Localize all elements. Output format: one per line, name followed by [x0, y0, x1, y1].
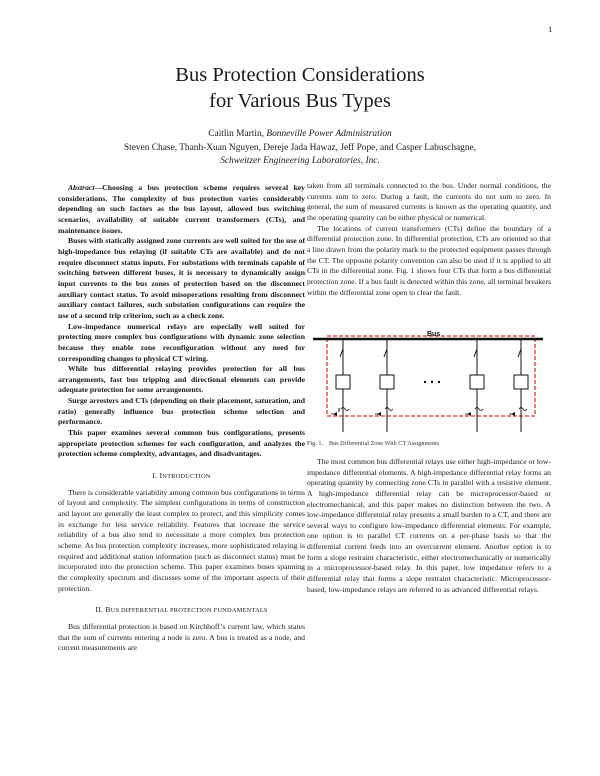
- fundamentals-paragraph-1: Bus differential protection is based on Kirchhoff’s current law, which states that the sum of currents entering a node is zero. A bus is treated as a node, and current measurements are: [58, 621, 305, 653]
- breaker-2: [380, 375, 394, 389]
- author-line-3: [40, 155, 560, 169]
- ct-4: [519, 408, 527, 411]
- author-line-2: Steven Chase, Thanh-Xuan Nguyen, Dereje Jada Hawaz, Jeff Pope, and Casper Labuschagne,: [123, 142, 477, 153]
- section-heading-introduction: [58, 471, 305, 483]
- title-line-1: Bus Protection Considerations: [175, 64, 425, 86]
- bus-label: Bus: [427, 331, 441, 339]
- ellipsis-dot: [431, 381, 433, 383]
- title-line-2: for Various Bus Types: [209, 90, 391, 112]
- right-column: [307, 181, 551, 595]
- feeder-1: [331, 339, 350, 432]
- section-heading-fundamentals: [58, 605, 305, 617]
- right-paragraph-2: The locations of current transformers (CTs) define the boundary of a differential protection zone. In differential protection, CTs are oriented so that a line drawn from the polarity mark to the protected equipment passes through the CT. The opposite polarity convention can also be used if it is applied to all CTs in the differential zone. Fig. 1 shows four CTs that form a bus differential protection zone. If a bus fault is detected within this zone, all terminal breakers within the differential zone open to clear the fault.: [307, 223, 551, 297]
- section-number: II.: [95, 605, 104, 615]
- left-column: [58, 183, 305, 654]
- abstract-paragraph-3: Low-impedance numerical relays are especially well suited for protecting more complex bus configurations with dynamic zone selection because they enable zone reconfiguration without any need for corresponding changes to physical CT wiring.: [58, 321, 305, 363]
- abstract-heading: Abstract: [68, 183, 95, 192]
- caption-number: Fig. 1.: [307, 440, 323, 448]
- right-body-top: [307, 181, 551, 298]
- author-block: [40, 128, 560, 169]
- bus-zone-diagram: [307, 316, 551, 434]
- abstract-text-1: —Choosing a bus protection scheme requires several key considerations. The complexity of bus protection varies considerably depending on such factors as the bus layout, allowed bus switching scenarios, availability of suitable current transformers (CTs), and maintenance issues.: [58, 183, 305, 235]
- feeder-3: [465, 339, 484, 432]
- right-paragraph-1: taken from all terminals connected to the bus. Under normal conditions, the currents sum to zero. During a fault, the currents do not sum to zero. In general, the sum of measured currents is known as the operating quantity, and the operating quantity can be either physical or numerical.: [307, 181, 551, 222]
- intro-paragraph-1: There is considerable variability among common bus configurations in terms of layout and complexity. The simplest configurations in terms of construction and layout are generally the least complex to protect, and this simplicity comes in exchange for less service reliability. Features that increase the service reliability of a bus also tend to necessitate a more complex bus protection scheme. As bus protection complexity increases, more sophisticated relaying is required and additional station information (such as disconnect status) must be incorporated into the protection scheme. This paper examines buses spanning the complexity spectrum and discusses some of the important aspects of their protection.: [58, 487, 305, 593]
- abstract-paragraph-6: This paper examines several common bus configurations, presents appropriate protection schemes for each configuration, and analyzes the protection scheme complexity, advantages, and disadvantages.: [58, 428, 305, 459]
- section-initial: I: [159, 471, 163, 481]
- abstract-paragraph-2: Buses with statically assigned zone currents are well suited for the use of high-impedance bus relaying (if suitable CTs are available) and do not require disconnect status inputs. For substations with terminals capable of switching between different buses, it is necessary to dynamically assign input currents to the bus zones of protection based on the disconnect auxiliary contact status. To avoid misoperations resulting from disconnect auxiliary contact failures, such substation configurations can require the use of a second trip criterion, such as a check zone.: [58, 236, 305, 320]
- page-number: 1: [548, 24, 553, 34]
- breaker-4: [514, 375, 528, 389]
- ct-1: [341, 408, 349, 411]
- differential-zone: [327, 336, 535, 416]
- abstract-paragraph-1: [58, 183, 305, 236]
- caption-text: Bus Differential Zone With CT Assignments: [329, 440, 440, 448]
- author-affiliation: Bonneville Power Administration: [266, 129, 392, 139]
- right-body-bottom: [307, 457, 551, 596]
- abstract-paragraph-4: While bus differential relaying provides protection for all bus arrangements, fast bus tripping and directional elements can provide adequate protection for some arrangements.: [58, 364, 305, 395]
- author-line-1: [40, 128, 560, 142]
- paper-title: [60, 62, 540, 114]
- figure-1: [307, 316, 551, 434]
- feeder-2: [375, 339, 394, 432]
- ct-3: [475, 408, 483, 411]
- ellipsis-dot: [424, 381, 426, 383]
- figure-caption: [307, 439, 551, 450]
- section-rest: NTRODUCTION: [162, 473, 211, 481]
- section-number: I.: [152, 471, 158, 481]
- section-rest: US DIFFERENTIAL PROTECTION FUNDAMENTALS: [110, 607, 268, 615]
- breaker-3: [470, 375, 484, 389]
- feeder-4: [509, 339, 528, 432]
- breaker-1: [336, 375, 350, 389]
- author-affiliation-2: Schweitzer Engineering Laboratories, Inc.: [220, 156, 380, 167]
- abstract-paragraph-5: Surge arresters and CTs (depending on their placement, saturation, and ratio) generally influence bus protection scheme selection and performance.: [58, 396, 305, 427]
- section-initial: B: [105, 605, 111, 615]
- introduction-body: [58, 488, 305, 595]
- ct-2: [385, 408, 393, 411]
- ellipsis-dot: [438, 381, 440, 383]
- right-paragraph-3: The most common bus differential relays use either high-impedance or low-impedance differential elements. A high-impedance differential relay forms an operating quantity by connecting zone CTs in parallel with a resistive element. A high-impedance differential relay can be microprocessor-based or electromechanical, and this paper makes no distinction between the two. A low-impedance differential relay presents a small burden to a CT, and there are several ways to configure low-impedance differential elements. For example, one option is to parallel CT currents on a per-phase basis so that the differential current feeds into an overcurrent element. Another option is to form a slope restraint characteristic, either electromechanically or numerically in a microprocessor-based relay. In this paper, low impedance refers to a differential relay that forms a slope restraint characteristic. Microprocessor-based, low-impedance relays are referred to as advanced differential relays.: [307, 456, 551, 594]
- abstract: [58, 183, 305, 460]
- fundamentals-body: [58, 622, 305, 654]
- author-name: Caitlin Martin,: [208, 129, 265, 139]
